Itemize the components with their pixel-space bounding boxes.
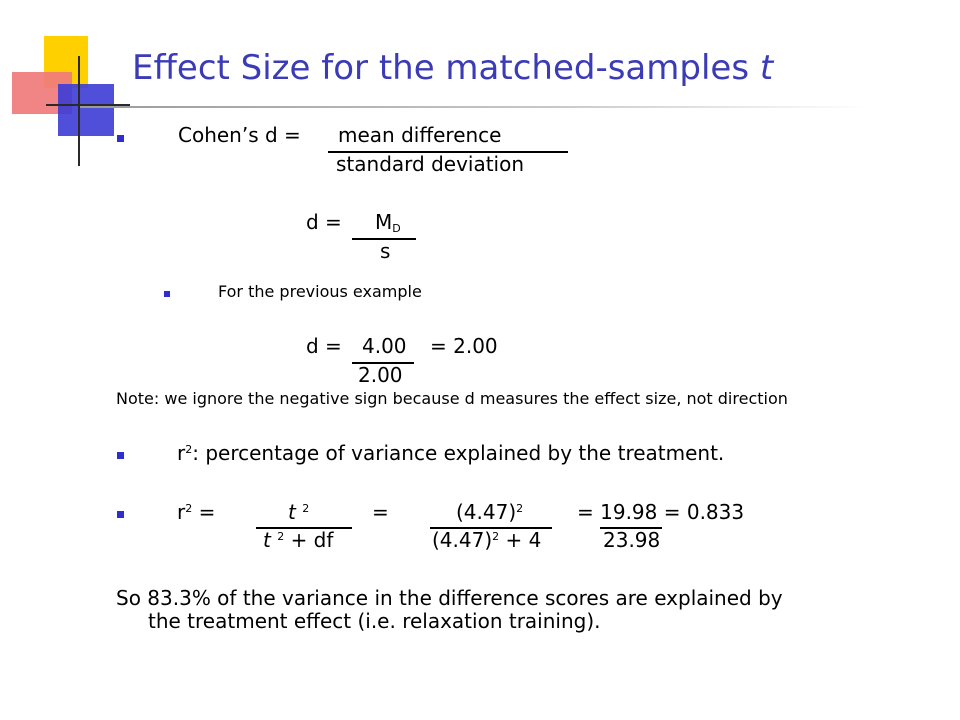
example-result: = 2.00 <box>430 334 498 358</box>
bullet-r2-formula <box>117 511 124 518</box>
r2-result: = 19.98 = 0.833 <box>577 500 745 524</box>
r2-frac1-numerator: t $^2$ <box>288 500 310 524</box>
conclusion-line-1: So 83.3% of the variance in the difference scores are explained by <box>116 586 783 610</box>
example-numerator: 4.00 <box>362 334 407 358</box>
r2-frac3-denominator: 23.98 <box>603 528 661 552</box>
note-text: Note: we ignore the negative sign because d measures the effect size, not direction <box>116 389 788 408</box>
d-formula-numerator: $M_D$ <box>375 210 401 235</box>
example-bullet-text: For the previous example <box>218 282 422 301</box>
bullet-cohen <box>117 135 124 142</box>
r2-equals-2: = <box>372 500 389 524</box>
cohen-label: Cohen’s d = <box>178 123 301 147</box>
deco-vertical-line <box>78 56 80 166</box>
title-underline <box>80 106 870 108</box>
bullet-r2-definition <box>117 452 124 459</box>
example-denominator: 2.00 <box>358 363 403 387</box>
r2-frac2-numerator: $(4.47)^2$ <box>456 500 524 524</box>
cohen-denominator: standard deviation <box>336 152 525 176</box>
d-formula-lhs: d = <box>306 210 342 234</box>
r2-definition: $r^2$: percentage of variance explained by the treatment. <box>177 441 725 465</box>
r2-frac2-denominator: $(4.47)^2 + 4$ <box>432 528 542 552</box>
r2-frac1-denominator: t $^2$ + df <box>263 528 334 552</box>
example-lhs: d = <box>306 334 342 358</box>
r2-formula-lhs: $r^2$ = <box>177 500 216 524</box>
d-formula-subscript: D <box>392 222 401 235</box>
title-t-variable: t <box>759 48 774 88</box>
deco-blue-square <box>58 84 114 136</box>
conclusion-line-2: the treatment effect (i.e. relaxation training). <box>148 609 601 633</box>
slide-title: Effect Size for the matched-samples t <box>132 48 774 88</box>
d-formula-denominator: s <box>380 239 391 263</box>
bullet-example <box>164 291 170 297</box>
cohen-numerator: mean difference <box>338 123 502 147</box>
